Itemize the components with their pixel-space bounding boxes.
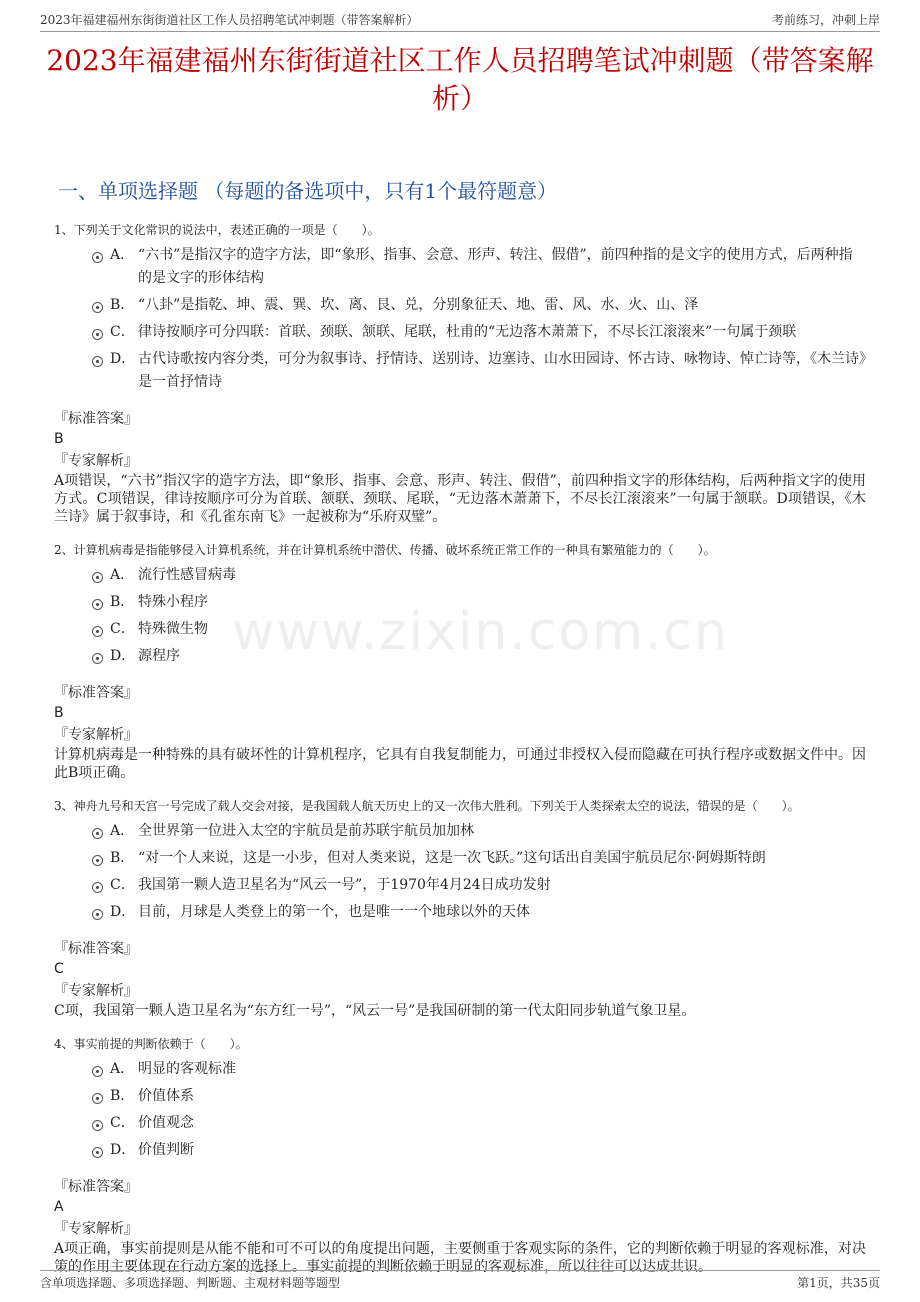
option-letter: C． <box>110 877 135 893</box>
option-letter: A． <box>110 1061 135 1077</box>
question-stem: 1、下列关于文化常识的说法中，表述正确的一项是（ ）。 <box>54 223 380 237</box>
question-stem: 3、神舟九号和天宫一号完成了载人交会对接，是我国载人航天历史上的又一次伟大胜利。下列关于人类探索太空的说法，错误的是（ ）。 <box>54 799 800 813</box>
option-letter: D． <box>110 351 136 367</box>
option-text: 古代诗歌按内容分类，可分为叙事诗、抒情诗、送别诗、边塞诗、山水田园诗、怀古诗、咏物诗、悼亡诗等，《木兰诗》是一首抒情诗 <box>138 351 866 390</box>
radio-icon[interactable] <box>92 1147 103 1158</box>
question-4 <box>54 1034 866 1276</box>
watermark: www.zixin.com.cn <box>232 602 729 662</box>
option-letter: D． <box>110 904 136 920</box>
answer-block <box>54 410 866 470</box>
analysis-text: C项，我国第一颗人造卫星名为“东方红一号”，“风云一号”是我国研制的第一代太阳同步轨道气象卫星。 <box>54 1003 696 1019</box>
running-footer <box>40 1270 880 1292</box>
answer-label: 『标准答案』 <box>54 411 138 427</box>
analysis-text: A项错误，“六书”指汉字的造字方法，即“象形、指事、会意、形声、转注、假借”，前四种指文字的形体结构，后两种指文字的使用方式。C项错误，律诗按顺序可分为首联、颔联、颈联、尾联，“无边落木萧萧下，不尽长江滚滚来”一句属于颔联。D项错误，《木兰诗》属于叙事诗，和《孔雀东南飞》一起被称为“乐府双璧”。 <box>54 473 866 525</box>
option-c[interactable] <box>92 618 866 641</box>
option-letter: C． <box>110 621 135 637</box>
answer-label: 『标准答案』 <box>54 941 138 957</box>
option-letter: B． <box>110 594 135 610</box>
option-letter: A． <box>110 567 135 583</box>
option-text: 流行性感冒病毒 <box>138 567 236 583</box>
radio-icon[interactable] <box>92 653 103 664</box>
radio-icon[interactable] <box>92 302 103 313</box>
question-stem: 2、计算机病毒是指能够侵入计算机系统，并在计算机系统中潜伏、传播、破坏系统正常工作的一种具有繁殖能力的（ ）。 <box>54 543 716 557</box>
option-letter: B． <box>110 1088 135 1104</box>
answer-block <box>54 684 866 744</box>
option-b[interactable] <box>92 847 866 870</box>
question-2 <box>54 540 866 782</box>
analysis-text: A项正确，事实前提则是从能不能和可不可以的角度提出问题，主要侧重于客观实际的条件，它的判断依赖于明显的客观标准，对决策的作用主要体现在行动方案的选择上。事实前提的判断依赖于明显的客观标准，所以往往可以达成共识。 <box>54 1241 866 1275</box>
analysis-label: 『专家解析』 <box>54 727 138 743</box>
option-b[interactable] <box>92 1085 866 1108</box>
option-letter: A． <box>110 823 135 839</box>
answer-value: A <box>54 1199 64 1215</box>
section-heading: 一、单项选择题 （每题的备选项中，只有1个最符题意） <box>58 179 558 203</box>
option-letter: D． <box>110 1142 136 1158</box>
option-list <box>54 820 866 924</box>
option-text: “八卦”是指乾、坤、震、巽、坎、离、艮、兑，分别象征天、地、雷、风、水、火、山、泽 <box>138 297 699 313</box>
question-list <box>54 220 866 1290</box>
radio-icon[interactable] <box>92 356 103 367</box>
option-a[interactable] <box>92 1058 866 1081</box>
option-b[interactable] <box>92 591 866 614</box>
option-c[interactable] <box>92 874 866 897</box>
question-3 <box>54 796 866 1020</box>
option-text: 特殊小程序 <box>138 594 208 610</box>
option-letter: C． <box>110 324 135 340</box>
option-d[interactable] <box>92 645 866 668</box>
radio-icon[interactable] <box>92 882 103 893</box>
radio-icon[interactable] <box>92 909 103 920</box>
option-letter: D． <box>110 648 136 664</box>
header-doc-title: 2023年福建福州东街街道社区工作人员招聘笔试冲刺题（带答案解析） <box>40 13 419 27</box>
option-a[interactable] <box>92 564 866 587</box>
radio-icon[interactable] <box>92 1093 103 1104</box>
option-text: 价值判断 <box>138 1142 194 1158</box>
running-header <box>40 10 880 32</box>
header-slogan: 考前练习，冲刺上岸 <box>771 13 880 27</box>
answer-block <box>54 940 866 1000</box>
option-list <box>54 244 866 394</box>
answer-value: B <box>54 431 64 447</box>
analysis-label: 『专家解析』 <box>54 453 138 469</box>
option-text: 价值体系 <box>138 1088 194 1104</box>
option-text: 目前，月球是人类登上的第一个，也是唯一一个地球以外的天体 <box>138 904 530 920</box>
option-text: 特殊微生物 <box>138 621 208 637</box>
answer-label: 『标准答案』 <box>54 685 138 701</box>
answer-value: C <box>54 961 64 977</box>
radio-icon[interactable] <box>92 252 103 263</box>
option-text: 明显的客观标准 <box>138 1061 236 1077</box>
option-a[interactable] <box>92 244 866 290</box>
option-text: “六书”是指汉字的造字方法，即“象形、指事、会意、形声、转注、假借”，前四种指的是文字的使用方式，后两种指的是文字的形体结构 <box>138 247 853 286</box>
option-letter: C． <box>110 1115 135 1131</box>
analysis-label: 『专家解析』 <box>54 983 138 999</box>
option-text: 全世界第一位进入太空的宇航员是前苏联宇航员加加林 <box>138 823 474 839</box>
question-stem: 4、事实前提的判断依赖于（ ）。 <box>54 1037 248 1051</box>
option-list <box>54 564 866 668</box>
option-d[interactable] <box>92 1139 866 1162</box>
radio-icon[interactable] <box>92 1066 103 1077</box>
option-c[interactable] <box>92 321 866 344</box>
footer-question-types: 含单项选择题、多项选择题、判断题、主观材料题等题型 <box>40 1276 341 1290</box>
option-d[interactable] <box>92 348 866 394</box>
question-1 <box>54 220 866 526</box>
answer-block <box>54 1178 866 1238</box>
radio-icon[interactable] <box>92 1120 103 1131</box>
option-letter: A． <box>110 247 135 263</box>
analysis-label: 『专家解析』 <box>54 1221 138 1237</box>
radio-icon[interactable] <box>92 626 103 637</box>
option-a[interactable] <box>92 820 866 843</box>
answer-value: B <box>54 705 64 721</box>
option-text: 价值观念 <box>138 1115 194 1131</box>
radio-icon[interactable] <box>92 599 103 610</box>
radio-icon[interactable] <box>92 572 103 583</box>
radio-icon[interactable] <box>92 855 103 866</box>
analysis-text: 计算机病毒是一种特殊的具有破坏性的计算机程序，它具有自我复制能力，可通过非授权入侵而隐藏在可执行程序或数据文件中。因此B项正确。 <box>54 747 866 781</box>
option-letter: B． <box>110 297 135 313</box>
option-letter: B． <box>110 850 135 866</box>
option-list <box>54 1058 866 1162</box>
page-number: 第1页，共35页 <box>797 1276 880 1290</box>
option-b[interactable] <box>92 294 866 317</box>
option-text: “对一个人来说，这是一小步，但对人类来说，这是一次飞跃。”这句话出自美国宇航员尼尔·阿姆斯特朗 <box>138 850 766 866</box>
answer-label: 『标准答案』 <box>54 1179 138 1195</box>
radio-icon[interactable] <box>92 828 103 839</box>
option-text: 律诗按顺序可分四联：首联、颈联、颔联、尾联，杜甫的“无边落木萧萧下，不尽长江滚滚来”一句属于颈联 <box>138 324 797 340</box>
option-c[interactable] <box>92 1112 866 1135</box>
option-d[interactable] <box>92 901 866 924</box>
radio-icon[interactable] <box>92 329 103 340</box>
document-title: 2023年福建福州东街街道社区工作人员招聘笔试冲刺题（带答案解析） <box>46 44 874 115</box>
option-text: 源程序 <box>138 648 180 664</box>
option-text: 我国第一颗人造卫星名为“风云一号”，于1970年4月24日成功发射 <box>138 877 551 893</box>
